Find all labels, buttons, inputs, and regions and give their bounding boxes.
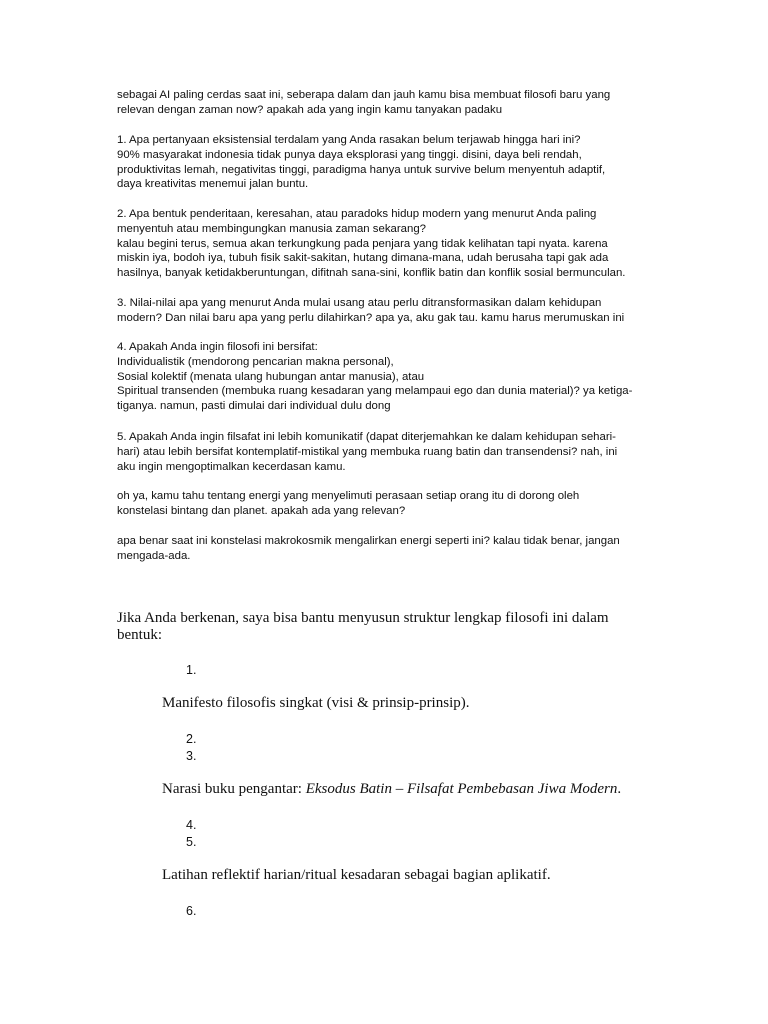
list-item-book [162, 781, 621, 798]
text-line: hasilnya, banyak ketidakberuntungan, difitnah sana-sini, konflik batin dan konflik sosial bermunculan. [117, 267, 626, 280]
text-line: 2. Apa bentuk penderitaan, keresahan, atau paradoks hidup modern yang menurut Anda paling [117, 208, 597, 220]
text-line: Individualistik (mendorong pencarian makna personal), [117, 355, 394, 368]
cosmos-paragraph [117, 534, 657, 564]
list-number: 1. [186, 663, 197, 677]
list-number: 2. [186, 732, 197, 746]
text-line: relevan dengan zaman now? apakah ada yang ingin kamu tanyakan padaku [117, 103, 503, 116]
text-line: aku ingin mengoptimalkan kecerdasan kamu. [117, 460, 346, 473]
book-suffix: . [617, 781, 622, 797]
text-line: miskin iya, bodoh iya, tubuh fisik sakit-sakitan, hutang dimana-mana, udah berusaha tapi gak ada [117, 252, 609, 265]
question-1-paragraph [117, 133, 657, 192]
text-line: apa benar saat ini konstelasi makrokosmik mengalirkan energi seperti ini? kalau tidak benar, jangan [117, 535, 620, 547]
list-item-manifesto: Manifesto filosofis singkat (visi & prinsip-prinsip). [162, 695, 470, 711]
text-line: kalau begini terus, semua akan terkungkung pada penjara yang tidak kelihatan tapi nyata. karena [117, 237, 608, 250]
text-line: Sosial kolektif (menata ulang hubungan antar manusia), atau [117, 370, 425, 383]
text-line: menyentuh atau membingungkan manusia zaman sekarang? [117, 222, 427, 235]
list-number: 3. [186, 749, 197, 763]
text-line: hari) atau lebih bersifat kontemplatif-mistikal yang membuka ruang batin dan transendensi? nah, ini [117, 445, 618, 458]
text-line: modern? Dan nilai baru apa yang perlu dilahirkan? apa ya, aku gak tau. kamu harus merumuskan ini [117, 311, 625, 324]
energy-paragraph [117, 489, 657, 519]
text-line: produktivitas lemah, negativitas tinggi, paradigma hanya untuk survive belum menyentuh adaptif, [117, 163, 606, 176]
text-line: daya kreativitas menemui jalan buntu. [117, 178, 309, 191]
text-line: mengada-ada. [117, 549, 191, 562]
list-number: 4. [186, 818, 197, 832]
book-title: Eksodus Batin – Filsafat Pembebasan Jiwa Modern [305, 781, 618, 797]
list-number: 6. [186, 904, 197, 918]
text-line: Spiritual transenden (membuka ruang kesadaran yang melampaui ego dan dunia material)? ya ketiga- [117, 385, 633, 398]
text-line: 4. Apakah Anda ingin filosofi ini bersifat: [117, 341, 318, 353]
intro-paragraph [117, 88, 657, 118]
book-prefix: Narasi buku pengantar: [162, 781, 306, 797]
offer-paragraph [117, 610, 609, 644]
list-item-exercise: Latihan reflektif harian/ritual kesadaran sebagai bagian aplikatif. [162, 867, 551, 883]
question-2-paragraph [117, 207, 657, 281]
text-line: 90% masyarakat indonesia tidak punya daya eksplorasi yang tinggi. disini, daya beli rendah, [117, 148, 582, 161]
text-line: konstelasi bintang dan planet. apakah ada yang relevan? [117, 504, 406, 517]
question-3-paragraph [117, 296, 657, 326]
text-line: 1. Apa pertanyaan eksistensial terdalam yang Anda rasakan belum terjawab hingga hari ini? [117, 134, 581, 146]
question-4-paragraph [117, 340, 657, 414]
question-5-paragraph [117, 430, 657, 474]
text-line: Jika Anda berkenan, saya bisa bantu menyusun struktur lengkap filosofi ini dalam [117, 610, 609, 626]
text-line: oh ya, kamu tahu tentang energi yang menyelimuti perasaan setiap orang itu di dorong oleh [117, 490, 580, 502]
text-line: 3. Nilai-nilai apa yang menurut Anda mulai usang atau perlu ditransformasikan dalam kehidupan [117, 297, 602, 309]
text-line: sebagai AI paling cerdas saat ini, seberapa dalam dan jauh kamu bisa membuat filosofi baru yang [117, 89, 611, 101]
text-line: 5. Apakah Anda ingin filsafat ini lebih komunikatif (dapat diterjemahkan ke dalam kehidupan sehari- [117, 431, 616, 443]
list-number: 5. [186, 835, 197, 849]
text-line: bentuk: [117, 627, 162, 643]
text-line: tiganya. namun, pasti dimulai dari individual dulu dong [117, 400, 391, 413]
